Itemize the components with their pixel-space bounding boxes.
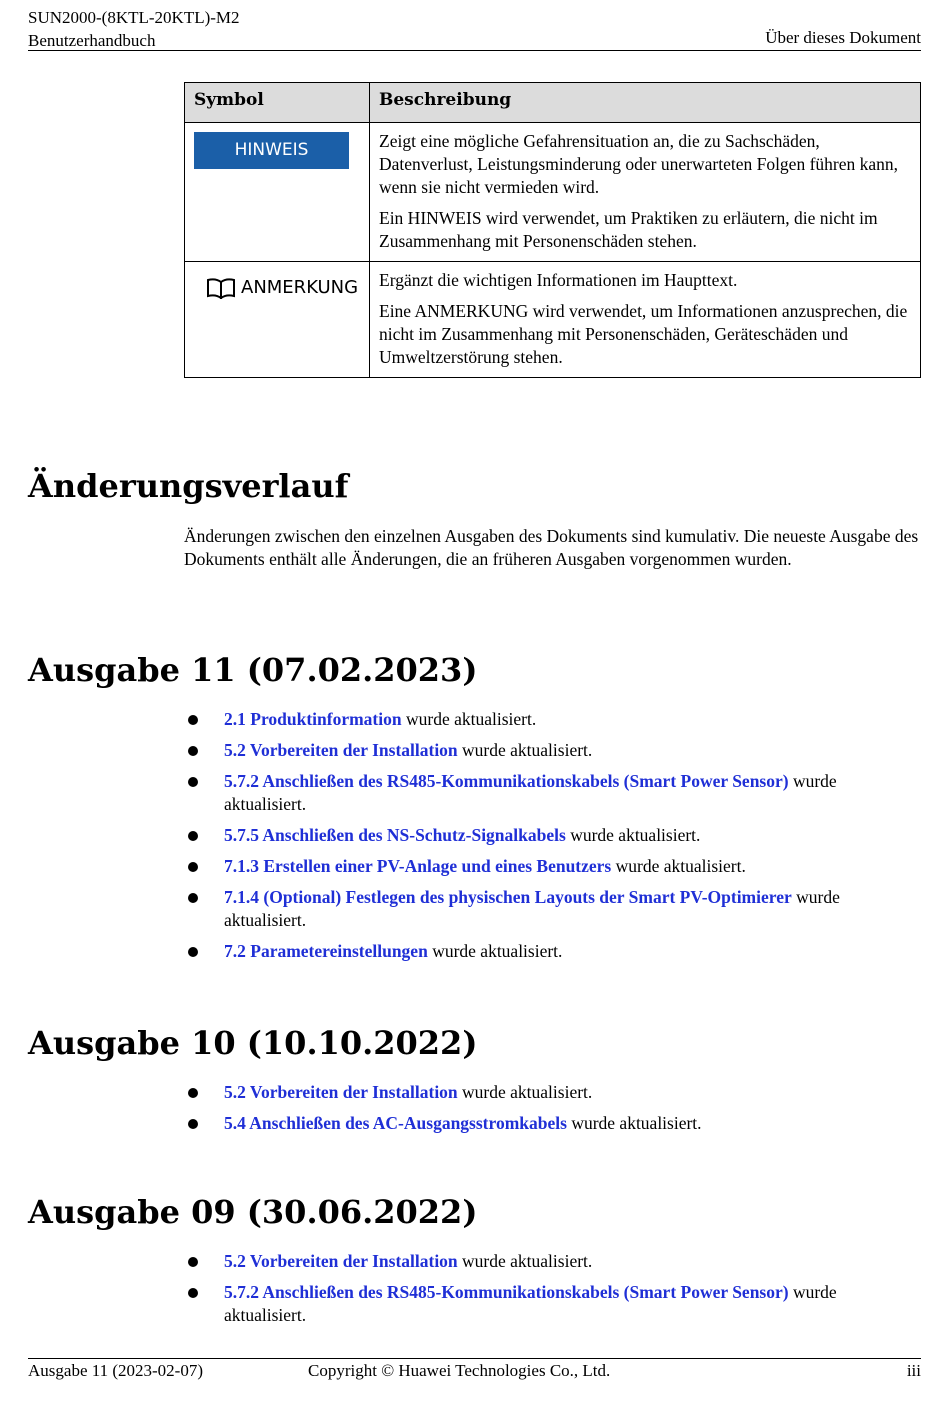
table-row (185, 123, 921, 262)
document-type: Benutzerhandbuch (28, 31, 156, 50)
bullet-icon (188, 1257, 198, 1267)
section-link[interactable]: 5.2 Vorbereiten der Installation (224, 1082, 458, 1102)
bullet-icon (188, 746, 198, 756)
bullet-icon (188, 947, 198, 957)
page-number: iii (906, 1361, 921, 1380)
change-text: wurde aktualisiert. (224, 771, 837, 814)
history-intro: Änderungen zwischen den einzelnen Ausgaben des Dokuments sind kumulativ. Die neueste Ausgabe des Dokuments enthält alle Änderungen, die an früheren Ausgaben vorgenommen wurden. (184, 526, 919, 569)
section-link[interactable]: 5.2 Vorbereiten der Installation (224, 740, 458, 760)
list-item (184, 770, 921, 816)
section-link[interactable]: 5.7.2 Anschließen des RS485-Kommunikationskabels (Smart Power Sensor) (224, 771, 789, 791)
description-cell (370, 123, 921, 262)
list-item (184, 1281, 921, 1327)
change-text: wurde aktualisiert. (224, 887, 840, 930)
change-text: wurde aktualisiert. (457, 1251, 593, 1271)
change-text: wurde aktualisiert. (427, 941, 563, 961)
header-divider (28, 50, 921, 51)
bullet-icon (188, 1119, 198, 1129)
list-item (184, 739, 921, 762)
section-link[interactable]: 7.1.3 Erstellen einer PV-Anlage und eines Benutzers (224, 856, 612, 876)
column-header-description: Beschreibung (370, 83, 921, 123)
description-text: Ergänzt die wichtigen Informationen im Haupttext. (379, 270, 738, 290)
bullet-icon (188, 831, 198, 841)
list-item (184, 886, 921, 932)
change-text: wurde aktualisiert. (401, 709, 537, 729)
issue-heading: Ausgabe 09 (30.06.2022) (28, 1193, 478, 1231)
list-item (184, 1250, 921, 1273)
description-text: Eine ANMERKUNG wird verwendet, um Informationen anzusprechen, die nicht im Zusammenhang mit Personenschäden, Geräteschäden und Umweltzerstörung stehen. (379, 301, 908, 367)
change-list (184, 1081, 921, 1143)
bullet-icon (188, 862, 198, 872)
section-link[interactable]: 7.1.4 (Optional) Festlegen des physischen Layouts der Smart PV-Optimierer (224, 887, 792, 907)
bullet-icon (188, 777, 198, 787)
header-left (28, 6, 240, 52)
change-text: wurde aktualisiert. (565, 825, 701, 845)
anmerkung-label: ANMERKUNG (241, 277, 359, 298)
symbol-table (184, 82, 921, 378)
bullet-icon (188, 1288, 198, 1298)
change-list (184, 1250, 921, 1335)
footer-divider (28, 1358, 921, 1359)
change-text: wurde aktualisiert. (457, 1082, 593, 1102)
issue-heading: Ausgabe 10 (10.10.2022) (28, 1024, 478, 1062)
product-name: SUN2000-(8KTL-20KTL)-M2 (28, 8, 240, 27)
list-item (184, 708, 921, 731)
column-header-symbol: Symbol (185, 83, 370, 123)
change-text: wurde aktualisiert. (611, 856, 746, 876)
change-text: wurde aktualisiert. (457, 740, 593, 760)
section-link[interactable]: 5.4 Anschließen des AC-Ausgangsstromkabels (224, 1113, 567, 1133)
anmerkung-symbol (194, 276, 360, 299)
section-link[interactable]: 7.2 Parametereinstellungen (224, 941, 428, 961)
section-link[interactable]: 5.7.5 Anschließen des NS-Schutz-Signalkabels (224, 825, 566, 845)
list-item (184, 855, 921, 878)
section-link[interactable]: 2.1 Produktinformation (224, 709, 402, 729)
table-header-row (185, 83, 921, 123)
list-item (184, 1081, 921, 1104)
section-title: Über dieses Dokument (765, 28, 921, 47)
change-text: wurde aktualisiert. (566, 1113, 702, 1133)
description-text: Ein HINWEIS wird verwendet, um Praktiken zu erläutern, die nicht im Zusammenhang mit Personenschäden stehen. (379, 208, 878, 251)
list-item (184, 824, 921, 847)
footer-edition: Ausgabe 11 (2023-02-07) (28, 1361, 203, 1380)
symbol-cell (185, 262, 370, 378)
hinweis-badge: HINWEIS (194, 132, 349, 169)
description-text: Zeigt eine mögliche Gefahrensituation an, die zu Sachschäden, Datenverlust, Leistungsminderung oder unerwarteten Folgen führen kann, wenn sie nicht vermieden wird. (379, 131, 899, 197)
change-text: wurde aktualisiert. (224, 1282, 837, 1325)
issue-heading: Ausgabe 11 (07.02.2023) (28, 651, 478, 689)
history-heading: Änderungsverlauf (28, 467, 349, 505)
table-row (185, 262, 921, 378)
list-item (184, 940, 921, 963)
symbol-cell (185, 123, 370, 262)
bullet-icon (188, 1088, 198, 1098)
description-cell (370, 262, 921, 378)
bullet-icon (188, 893, 198, 903)
bullet-icon (188, 715, 198, 725)
list-item (184, 1112, 921, 1135)
open-book-icon (206, 277, 236, 299)
section-link[interactable]: 5.7.2 Anschließen des RS485-Kommunikationskabels (Smart Power Sensor) (224, 1282, 789, 1302)
footer-copyright: Copyright © Huawei Technologies Co., Ltd. (308, 1361, 611, 1380)
change-list (184, 708, 921, 971)
section-link[interactable]: 5.2 Vorbereiten der Installation (224, 1251, 458, 1271)
